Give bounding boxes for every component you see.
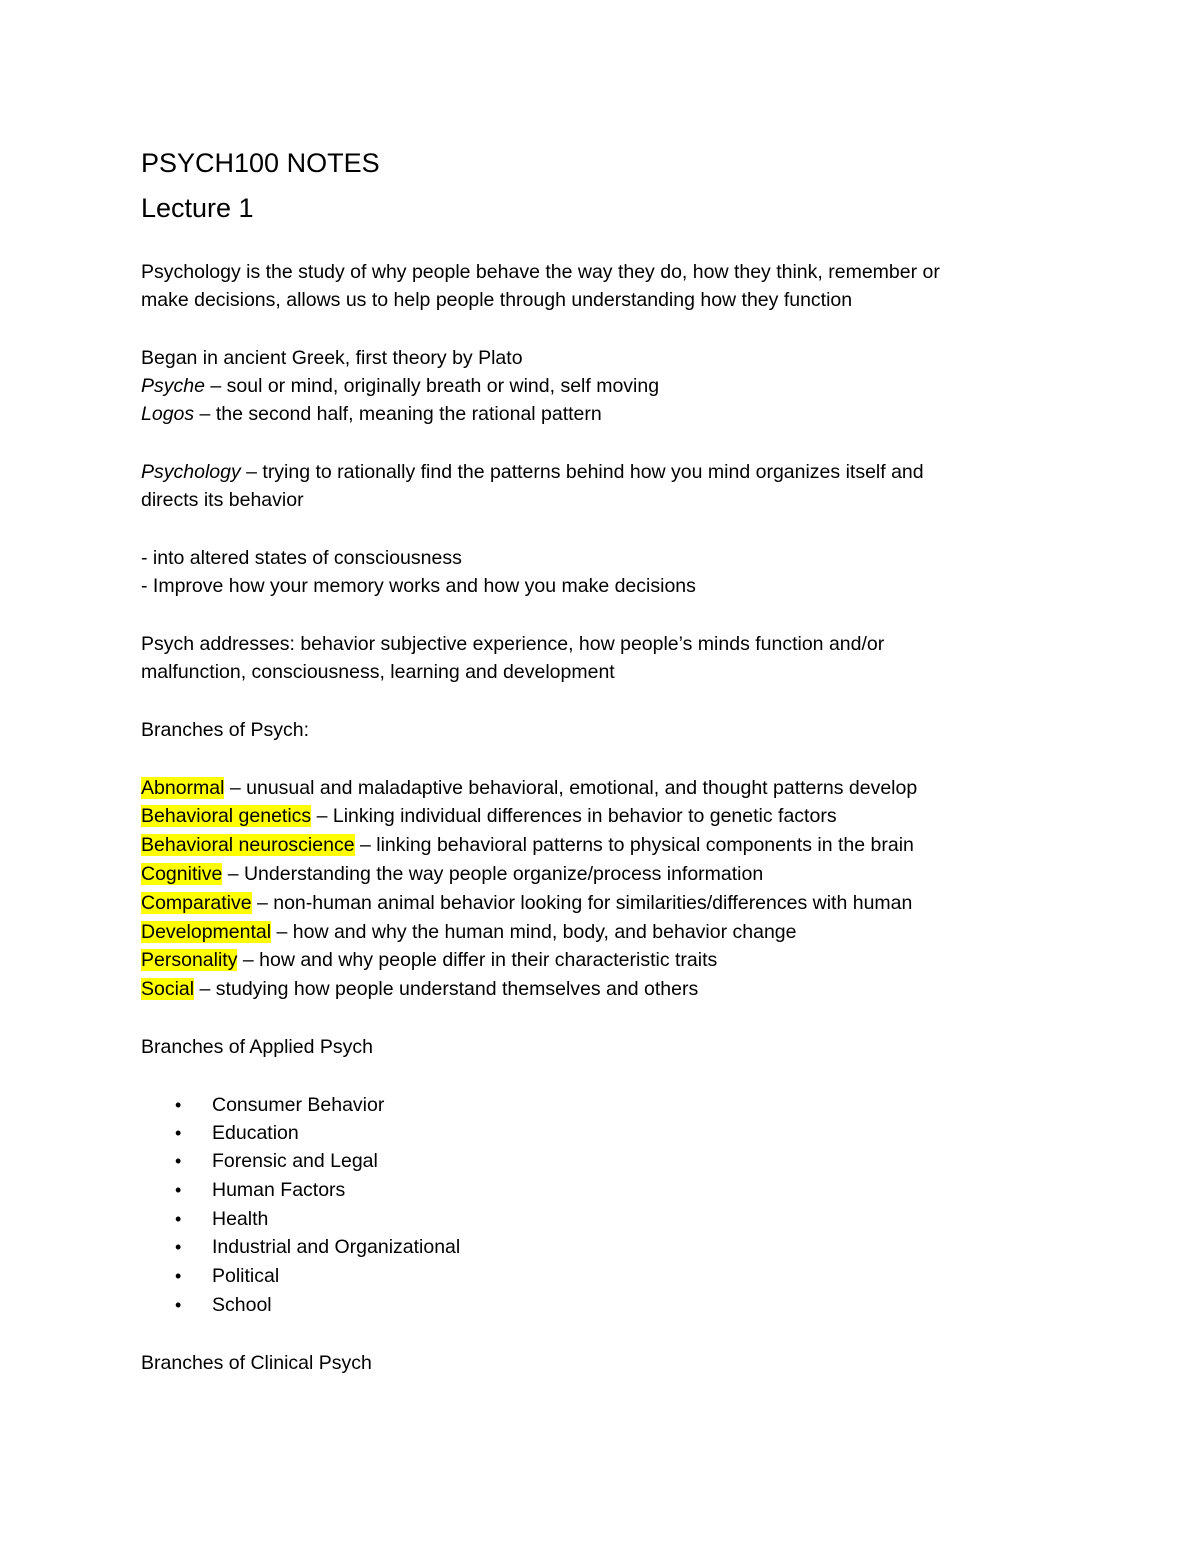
doc-title: PSYCH100 NOTES [141,148,380,178]
applied-item: Education [212,1122,299,1144]
branch-def: – Understanding the way people organize/process information [222,863,764,885]
branch-def: – studying how people understand themselves and others [194,978,699,1000]
branch-term: Social [141,978,195,1000]
psyche-def: – soul or mind, originally breath or wind, self moving [204,375,660,397]
branch-term: Personality [141,949,238,971]
branch-item [141,860,763,888]
applied-item: School [212,1294,272,1316]
branch-def: – how and why the human mind, body, and behavior change [271,921,797,943]
addresses-line-1: Psych addresses: behavior subjective experience, how people’s minds function and/or [141,633,885,655]
branch-term: Behavioral neuroscience [141,834,355,856]
branch-item [141,831,914,859]
applied-item: Political [212,1265,280,1287]
addresses-line-2: malfunction, consciousness, learning and development [141,661,615,683]
branch-term: Cognitive [141,863,223,885]
bullet-icon: • [175,1180,182,1200]
branch-term: Comparative [141,892,252,914]
dash-item: - Improve how your memory works and how you make decisions [141,575,696,597]
bullet-icon: • [175,1123,182,1143]
psyche-term: Psyche [141,375,205,397]
logos-term: Logos [141,403,195,425]
psychology-def: – trying to rationally find the patterns behind how you mind organizes itself and [240,461,924,483]
applied-item: Consumer Behavior [212,1094,385,1116]
branch-item [141,774,917,802]
branch-def: – linking behavioral patterns to physical components in the brain [354,834,914,856]
branch-item [141,918,796,946]
bullet-icon: • [175,1266,182,1286]
dash-item: - into altered states of consciousness [141,547,462,569]
psyche-line [141,372,659,400]
bullet-icon: • [175,1295,182,1315]
psychology-term: Psychology [141,461,241,483]
applied-item: Health [212,1208,269,1230]
psychology-def-line-2: directs its behavior [141,489,304,511]
applied-item: Forensic and Legal [212,1150,378,1172]
bullet-icon: • [175,1151,182,1171]
doc-subtitle: Lecture 1 [141,193,254,223]
branch-def: – how and why people differ in their characteristic traits [237,949,718,971]
bullet-icon: • [175,1209,182,1229]
logos-line [141,400,602,428]
branch-def: – Linking individual differences in behavior to genetic factors [311,805,837,827]
applied-heading: Branches of Applied Psych [141,1036,373,1058]
branch-item [141,802,837,830]
branch-def: – unusual and maladaptive behavioral, emotional, and thought patterns develop [224,777,918,799]
intro-line-2: make decisions, allows us to help people through understanding how they function [141,289,853,311]
branch-item [141,975,698,1003]
logos-def: – the second half, meaning the rational pattern [194,403,602,425]
origin-line: Began in ancient Greek, first theory by Plato [141,347,523,369]
branch-term: Developmental [141,921,272,943]
intro-line-1: Psychology is the study of why people behave the way they do, how they think, remember or [141,261,940,283]
branches-heading: Branches of Psych: [141,719,309,741]
psychology-def-line-1 [141,458,924,486]
branch-item [141,946,717,974]
bullet-icon: • [175,1237,182,1257]
branch-term: Behavioral genetics [141,805,312,827]
applied-item: Industrial and Organizational [212,1236,461,1258]
clinical-heading: Branches of Clinical Psych [141,1352,372,1374]
applied-item: Human Factors [212,1179,346,1201]
branch-item [141,889,912,917]
bullet-icon: • [175,1095,182,1115]
branch-def: – non-human animal behavior looking for similarities/differences with human [251,892,913,914]
branch-term: Abnormal [141,777,225,799]
